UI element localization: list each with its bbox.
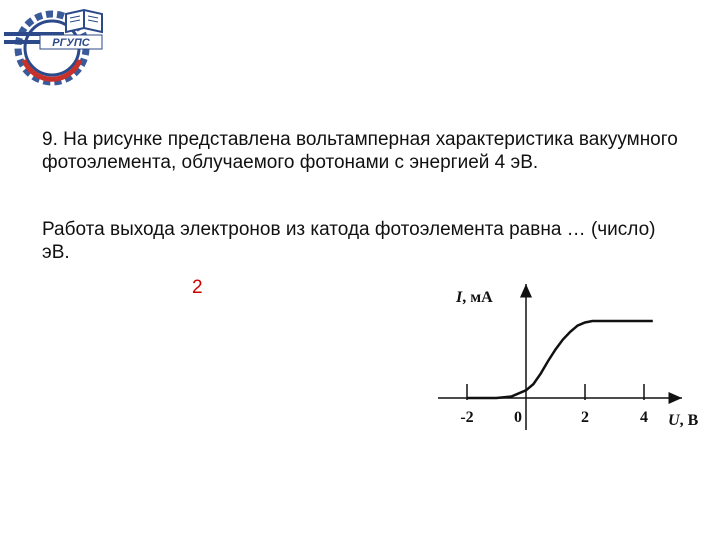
iv-characteristic-graph	[420, 270, 716, 440]
logo-text: РГУПС	[52, 37, 90, 49]
x-tick-label: 4	[640, 409, 648, 426]
question-text: 9. На рисунке представлена вольтамперная характеристика вакуумного фотоэлемента, облучаемого фотонами с энергией 4 эВ.	[42, 129, 678, 173]
x-axis-label: U, В	[668, 412, 699, 429]
x-tick-label: 0	[514, 409, 522, 426]
answer-value: 2	[192, 277, 203, 298]
x-tick-label: 2	[581, 409, 589, 426]
series-line	[467, 321, 653, 398]
y-axis-label: I, мА	[456, 289, 493, 306]
x-tick-label: -2	[460, 409, 474, 426]
university-logo	[2, 2, 110, 88]
task-text: Работа выхода электронов из катода фотоэлемента равна … (число) эВ.	[42, 219, 656, 263]
